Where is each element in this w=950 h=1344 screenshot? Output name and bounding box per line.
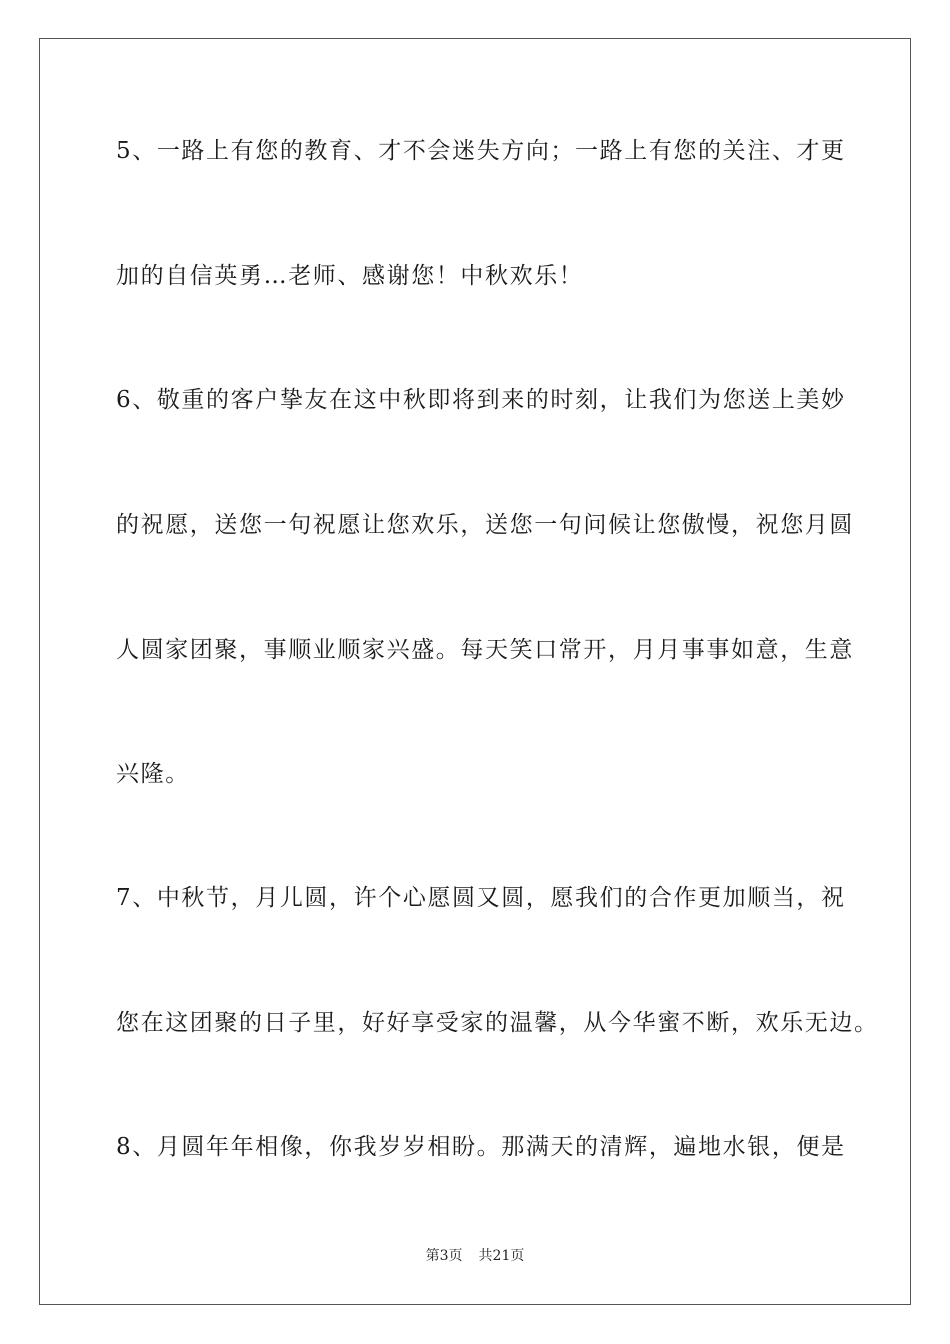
text-line: 6、敬重的客户挚友在这中秋即将到来的时刻，让我们为您送上美妙 bbox=[116, 387, 846, 413]
text-line: 人圆家团聚，事顺业顺家兴盛。每天笑口常开，月月事事如意，生意 bbox=[116, 637, 854, 663]
text-line: 的祝愿，送您一句祝愿让您欢乐，送您一句问候让您傲慢，祝您月圆 bbox=[116, 512, 854, 538]
page-number: 第3页 bbox=[425, 1248, 463, 1264]
text-line: 兴隆。 bbox=[116, 761, 190, 787]
text-line: 7、中秋节，月儿圆，许个心愿圆又圆，愿我们的合作更加顺当，祝 bbox=[116, 885, 846, 911]
text-line: 8、月圆年年相像，你我岁岁相盼。那满天的清辉，遍地水银，便是 bbox=[116, 1134, 846, 1160]
page-border bbox=[39, 38, 911, 1305]
text-line: 您在这团聚的日子里，好好享受家的温馨，从今华蜜不断，欢乐无边。 bbox=[116, 1010, 879, 1036]
page-footer bbox=[0, 1247, 950, 1265]
page-total: 共21页 bbox=[478, 1248, 525, 1264]
text-line: 5、一路上有您的教育、才不会迷失方向；一路上有您的关注、才更 bbox=[116, 138, 846, 164]
text-line: 加的自信英勇…老师、感谢您！中秋欢乐！ bbox=[116, 263, 584, 289]
